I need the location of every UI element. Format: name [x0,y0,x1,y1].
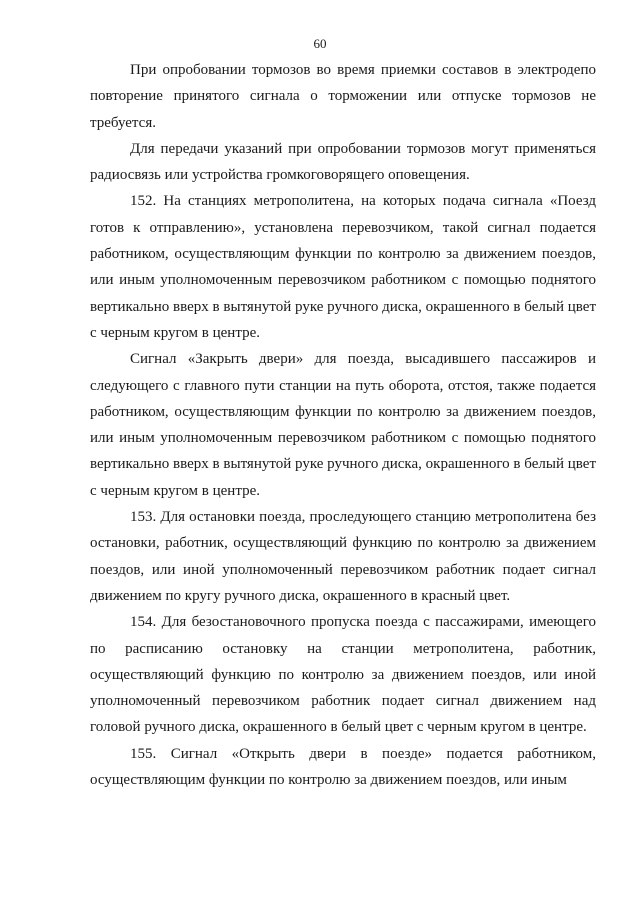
paragraph-154-pass-through-signal: 154. Для безостановочного пропуска поезда с пассажирами, имеющего по расписанию остановку на станции метрополитена, работник, осуществляющий функцию по контролю за движением поездов, или иной уполномоченный перевозчиком работник подает сигнал движением над головой ручного диска, окрашенного в белый цвет с черным кругом в центре. [90,614,596,736]
paragraph-153-stop-signal: 153. Для остановки поезда, проследующего станцию метрополитена без остановки, работник, осуществляющий функцию по контролю за движением поездов, или иной уполномоченный перевозчиком работник подает сигнал движением по кругу ручного диска, окрашенного в красный цвет. [90,509,596,604]
paragraph-close-doors-signal: Сигнал «Закрыть двери» для поезда, высадившего пассажиров и следующего с главного пути станции на путь оборота, отстоя, также подается работником, осуществляющим функции по контролю за движением поездов, или иным уполномоченным перевозчиком работником с помощью поднятого вертикально вверх в вытянутой руке ручного диска, окрашенного в белый цвет с черным кругом в центре. [90,351,596,499]
document-body [90,57,596,793]
paragraph-brake-test-signal-repeat: При опробовании тормозов во время приемки составов в электродепо повторение принятого сигнала о торможении или отпуске тормозов не требуется. [90,62,596,131]
paragraph-152-ready-signal: 152. На станциях метрополитена, на которых подача сигнала «Поезд готов к отправлению», установлена перевозчиком, такой сигнал подается работником, осуществляющим функции по контролю за движением поездов, или иным уполномоченным перевозчиком работником с помощью поднятого вертикально вверх в вытянутой руке ручного диска, окрашенного в белый цвет с черным кругом в центре. [90,193,596,341]
paragraph-brake-test-radio: Для передачи указаний при опробовании тормозов могут применяться радиосвязь или устройства громкоговорящего оповещения. [90,140,596,184]
page-number: 60 [313,36,327,51]
paragraph-155-open-doors-signal: 155. Сигнал «Открыть двери в поезде» подается работником, осуществляющим функции по контролю за движением поездов, или иным [90,745,596,789]
